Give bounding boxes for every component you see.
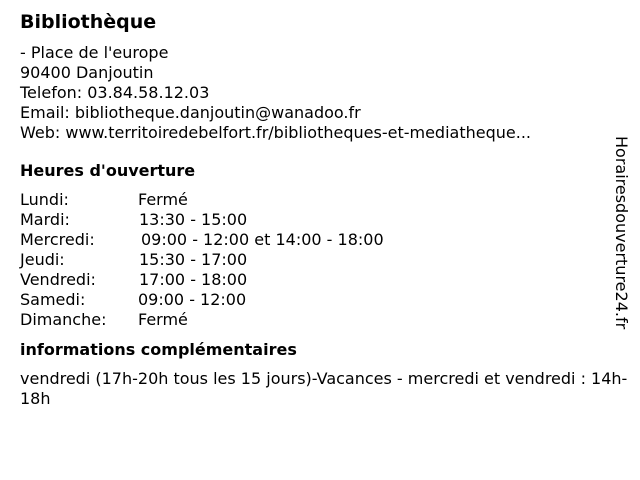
city-line: 90400 Danjoutin xyxy=(20,63,154,82)
day-label: Mardi: xyxy=(20,210,70,229)
address-line: - Place de l'europe xyxy=(20,43,169,62)
hours-row-monday xyxy=(20,190,620,210)
hours-row-friday xyxy=(20,270,620,290)
phone-line: Telefon: 03.84.58.12.03 xyxy=(20,83,210,102)
hours-row-saturday xyxy=(20,290,620,310)
info-heading: informations complémentaires xyxy=(20,340,297,359)
site-watermark: Horairesdouverture24.fr xyxy=(612,136,631,330)
info-text: vendredi (17h-20h tous les 15 jours)-Vacances - mercredi et vendredi : 14h-18h xyxy=(20,369,628,408)
hours-row-wednesday xyxy=(20,230,620,250)
day-label: Dimanche: xyxy=(20,310,107,329)
day-hours: 15:30 - 17:00 xyxy=(139,250,248,269)
day-label: Lundi: xyxy=(20,190,69,209)
day-label: Jeudi: xyxy=(20,250,65,269)
library-title: Bibliothèque xyxy=(20,11,157,33)
day-label: Vendredi: xyxy=(20,270,96,289)
email-line: Email: bibliotheque.danjoutin@wanadoo.fr xyxy=(20,103,361,122)
day-label: Samedi: xyxy=(20,290,86,309)
hours-row-sunday xyxy=(20,310,620,330)
day-hours: 09:00 - 12:00 xyxy=(138,290,247,309)
hours-table xyxy=(20,190,620,330)
day-hours: Fermé xyxy=(138,190,188,209)
hours-heading: Heures d'ouverture xyxy=(20,161,196,180)
day-hours: Fermé xyxy=(138,310,188,329)
day-hours: 17:00 - 18:00 xyxy=(139,270,248,289)
day-hours: 09:00 - 12:00 et 14:00 - 18:00 xyxy=(141,230,384,249)
day-hours: 13:30 - 15:00 xyxy=(139,210,248,229)
web-line: Web: www.territoiredebelfort.fr/bibliotheques-et-mediatheque... xyxy=(20,123,531,142)
hours-row-tuesday xyxy=(20,210,620,230)
hours-row-thursday xyxy=(20,250,620,270)
day-label: Mercredi: xyxy=(20,230,95,249)
